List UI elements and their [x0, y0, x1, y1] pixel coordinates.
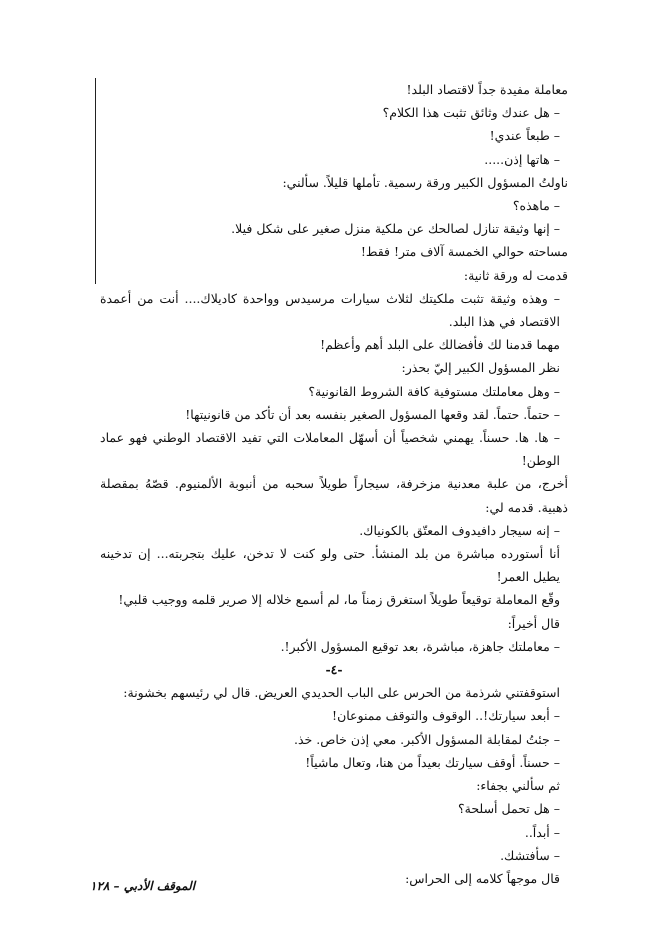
text-line: – جئتُ لمقابلة المسؤول الأكبر. معي إذن خاص. خذ. [294, 731, 560, 747]
text-line: – ها. ها. حسناً. يهمني شخصياً أن أسهّل المعاملات التي تفيد الاقتصاد الوطني فهو عماد الوطن! [100, 430, 560, 469]
section-number: -٤- [325, 662, 343, 678]
text-line: قال موجهاً كلامه إلى الحراس: [405, 870, 560, 886]
text-line: – هاتها إذن..... [484, 151, 560, 167]
text-line: وقّع المعاملة توقيعاً طويلاً استغرق زمناً ما، لم أسمع خلاله إلا صرير قلمه ووجيب قلبي! [118, 592, 560, 608]
text-line: مهما قدمنا لك فأفضالك على البلد أهم وأعظم! [320, 337, 560, 353]
text-line: نظر المسؤول الكبير إليّ بحذر: [401, 360, 560, 376]
text-line: قدمت له ورقة ثانية: [463, 267, 568, 283]
text-line: مساحته حوالي الخمسة آلاف متر! فقط! [360, 244, 568, 260]
text-line: ناولتُ المسؤول الكبير ورقة رسمية. تأملها قليلاً. سألني: [282, 174, 568, 190]
text-line: – حتماً. حتماً. لقد وقعها المسؤول الصغير بنفسه بعد أن تأكد من قانونيتها! [185, 406, 560, 422]
text-line: – طبعاً عندي! [489, 128, 560, 144]
text-line: – حسناً. أوقف سيارتك بعيداً من هنا، وتعال ماشياً! [305, 754, 560, 770]
text-line: – ماهذه؟ [512, 198, 560, 214]
text-line: – سأفتشك. [500, 847, 560, 863]
text-line: ثم سألني بجفاء: [476, 778, 560, 794]
text-line: – هل تحمل أسلحة؟ [458, 801, 560, 817]
text-line: – أبعد سيارتك!.. الوقوف والتوقف ممنوعان! [332, 708, 560, 724]
text-line: – وهذه وثيقة تثبت ملكيتك لثلاث سيارات مرسيدس وواحدة كاديلاك.... أنت من أعمدة الاقتصاد في هذا البلد. [100, 290, 560, 330]
body-text [100, 78, 568, 890]
text-line: – أبداً.. [524, 824, 560, 840]
page-footer: الموقف الأدبي – ١٢٨ [90, 879, 196, 893]
text-line: معاملة مفيدة جداً لاقتصاد البلد! [406, 82, 568, 97]
margin-rule [95, 78, 96, 284]
text-line: – معاملتك جاهزة، مباشرة، بعد توقيع المسؤول الأكبر!. [280, 638, 560, 654]
text-line: – هل عندك وثائق تثبت هذا الكلام؟ [382, 105, 560, 121]
text-line: قال أخيراً: [507, 615, 560, 631]
text-line: استوقفتني شرذمة من الحرس على الباب الحديدي العريض. قال لي رئيسهم بخشونة: [123, 685, 560, 701]
text-line: – إنه سيجار دافيدوف المعتّق بالكونياك. [359, 522, 560, 538]
text-line: – إنها وثيقة تنازل لصالحك عن ملكية منزل صغير على شكل فيلا. [231, 221, 560, 237]
text-line: أخرج، من علبة معدنية مزخرفة، سيجاراً طويلاً سحبه من أنبوبة الألمنيوم. قصّهُ بمقصلة ذهبية. قدمه لي: [100, 476, 568, 515]
text-line: – وهل معاملتك مستوفية كافة الشروط القانونية؟ [308, 383, 560, 399]
text-line: أنا أستورده مباشرة من بلد المنشأ. حتى ولو كنت لا تدخن، عليك بتجربته... إن تدخينه يطيل العمر! [100, 546, 560, 585]
